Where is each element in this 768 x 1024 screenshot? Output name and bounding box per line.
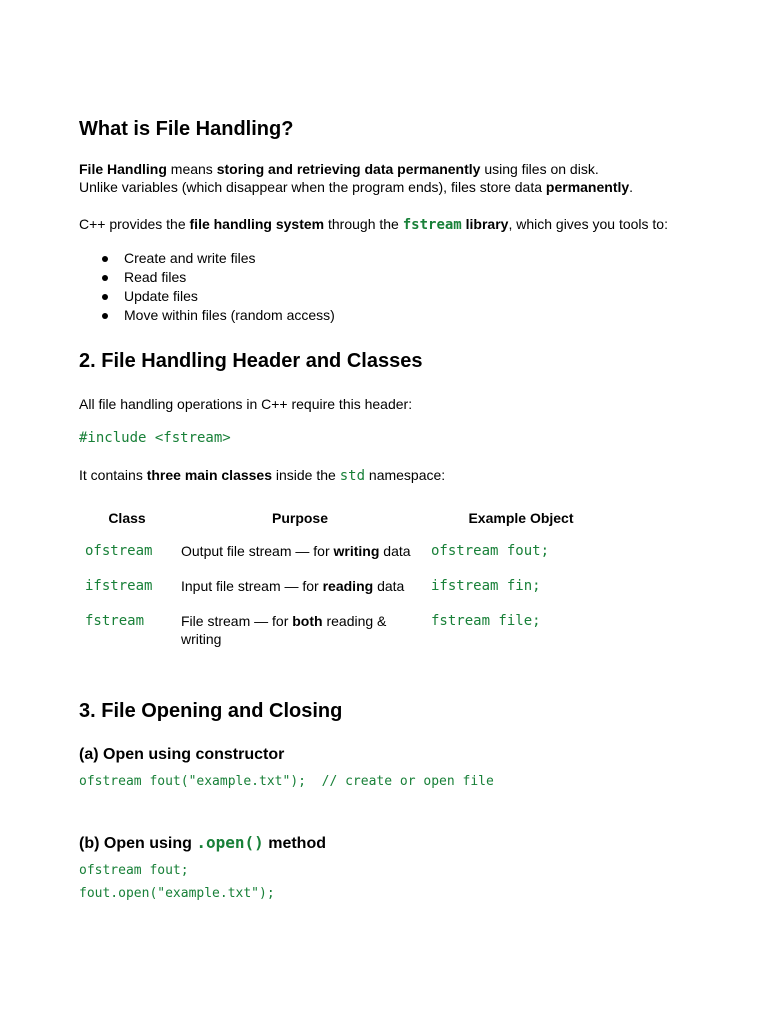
classes-table	[79, 502, 617, 652]
strong-text: library	[461, 216, 509, 232]
strong-text: writing	[333, 543, 380, 559]
table-row	[79, 534, 617, 569]
text: C++ provides the	[79, 216, 190, 232]
section-title-what-is-file-handling: What is File Handling?	[79, 118, 294, 140]
list-item: Update files	[79, 287, 335, 306]
text: through the	[324, 216, 403, 232]
class-cell: fstream	[85, 613, 145, 629]
code-include: #include <fstream>	[79, 430, 231, 446]
text: (b) Open using	[79, 835, 197, 852]
text: , which gives you tools to:	[508, 216, 668, 232]
class-cell: ofstream	[85, 543, 153, 559]
purpose-cell	[175, 569, 425, 604]
section-title-opening-closing: 3. File Opening and Closing	[79, 700, 343, 722]
table-header-purpose: Purpose	[271, 510, 328, 526]
strong-text: file handling system	[189, 216, 325, 232]
text: means	[166, 161, 217, 177]
table-header-row	[79, 502, 617, 534]
text: data	[373, 578, 405, 594]
strong-text: three main classes	[146, 467, 272, 483]
text: It contains	[79, 467, 147, 483]
purpose-cell	[175, 604, 425, 652]
strong-text: File Handling	[79, 161, 167, 177]
paragraph-persistence	[79, 178, 633, 196]
inline-code: .open()	[196, 833, 264, 852]
subheading-constructor: (a) Open using constructor	[79, 746, 285, 763]
subheading-open-method	[79, 833, 326, 853]
section-title-header-and-classes: 2. File Handling Header and Classes	[79, 350, 423, 372]
example-cell: fstream file;	[431, 613, 541, 629]
text: reading & writing	[181, 613, 387, 647]
example-cell: ifstream fin;	[431, 578, 541, 594]
paragraph-three-classes	[79, 466, 445, 485]
paragraph-header-intro: All file handling operations in C++ require this header:	[79, 396, 413, 412]
inline-code: fstream	[402, 217, 462, 233]
capabilities-list	[79, 249, 335, 325]
strong-text: both	[292, 613, 323, 629]
text: Output file stream — for	[181, 543, 334, 559]
strong-text: reading	[322, 578, 374, 594]
strong-text: permanently	[545, 179, 630, 195]
table-row	[79, 569, 617, 604]
text: Unlike variables (which disappear when the program ends), files store data	[79, 179, 546, 195]
text: method	[263, 835, 326, 852]
strong-text: storing and retrieving data permanently	[216, 161, 481, 177]
text: inside the	[272, 467, 340, 483]
code-open-line-2: fout.open("example.txt");	[79, 886, 275, 901]
text: .	[629, 179, 634, 195]
text: Input file stream — for	[181, 578, 323, 594]
code-constructor: ofstream fout("example.txt"); // create or open file	[79, 774, 494, 789]
list-item: Create and write files	[79, 249, 335, 268]
table-header-class: Class	[108, 510, 146, 526]
example-cell: ofstream fout;	[431, 543, 550, 559]
paragraph-fstream-intro	[79, 215, 668, 234]
class-cell: ifstream	[85, 578, 153, 594]
text: File stream — for	[181, 613, 293, 629]
text: using files on disk.	[480, 161, 599, 177]
inline-code: std	[339, 468, 366, 484]
paragraph-definition	[79, 160, 599, 178]
text: data	[379, 543, 411, 559]
list-item: Read files	[79, 268, 335, 287]
table-row	[79, 604, 617, 652]
purpose-cell	[175, 534, 425, 569]
text: namespace:	[365, 467, 446, 483]
code-open-line-1: ofstream fout;	[79, 863, 189, 878]
table-header-example: Example Object	[468, 510, 574, 526]
list-item: Move within files (random access)	[79, 306, 335, 325]
